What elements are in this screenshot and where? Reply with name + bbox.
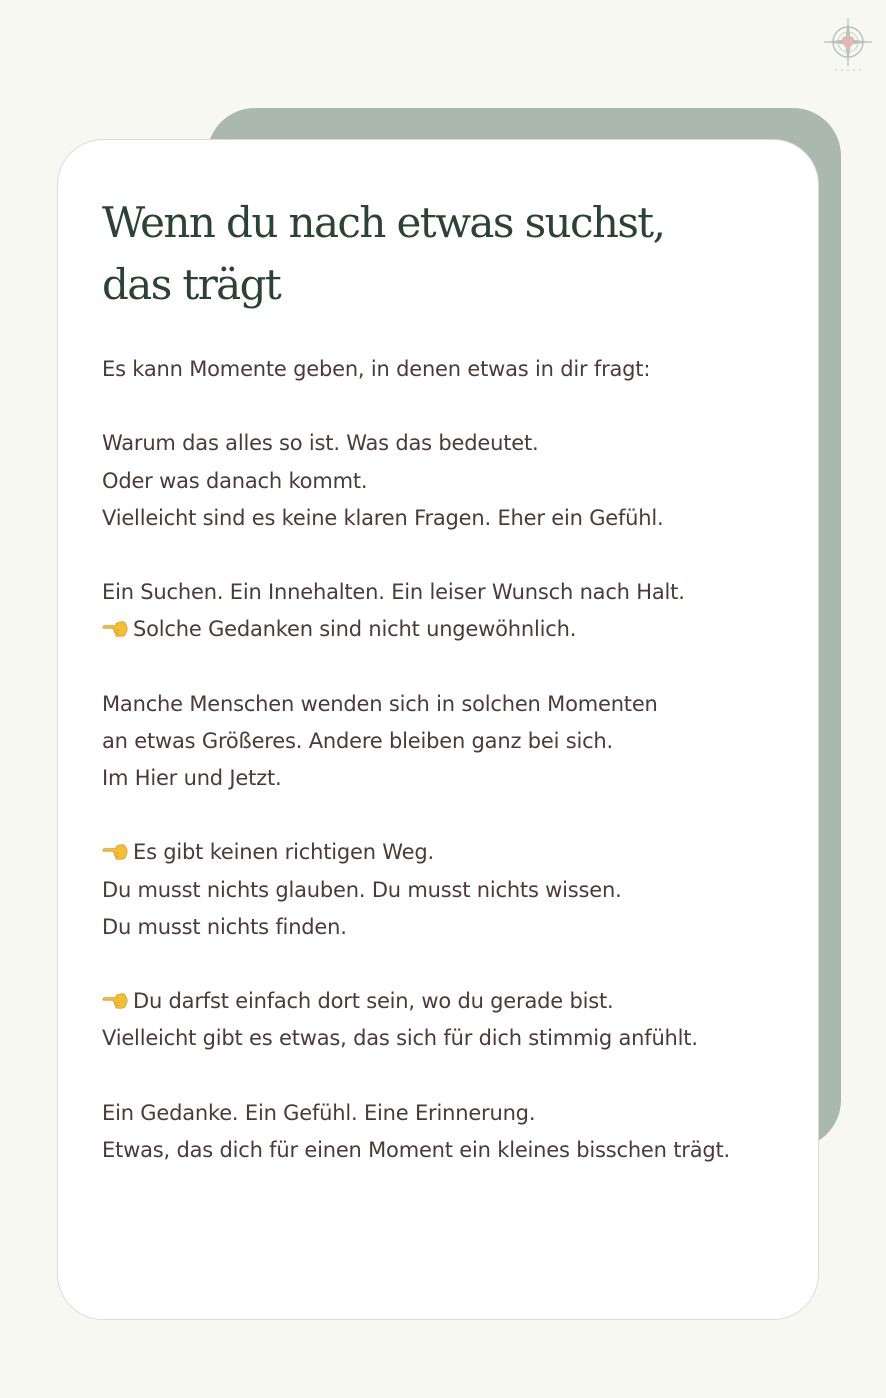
pointing-hand-icon — [102, 840, 133, 864]
text-line — [102, 723, 802, 760]
text-line — [102, 909, 802, 946]
text-line — [102, 574, 802, 611]
title-line-1: Wenn du nach etwas suchst, — [102, 198, 665, 247]
text-line — [102, 463, 802, 500]
page-title — [102, 192, 782, 316]
text-line — [102, 1020, 802, 1057]
paragraph-gap — [102, 649, 802, 686]
text-line — [102, 1132, 802, 1169]
text-line — [102, 500, 802, 537]
body-text — [102, 351, 802, 1169]
paragraph-gap — [102, 797, 802, 834]
text-line-content: Vielleicht sind es keine klaren Fragen. Eher ein Gefühl. — [102, 505, 664, 530]
paragraph-gap — [102, 1058, 802, 1095]
text-line-content: Du musst nichts finden. — [102, 914, 347, 939]
text-line — [102, 983, 802, 1020]
paragraph-gap — [102, 388, 802, 425]
text-line — [102, 611, 802, 648]
text-line — [102, 1095, 802, 1132]
text-line-content: Etwas, das dich für einen Moment ein kleines bisschen trägt. — [102, 1137, 731, 1162]
compass-heart-icon — [822, 16, 874, 72]
text-line — [102, 686, 802, 723]
text-line — [102, 760, 802, 797]
text-line-content: Manche Menschen wenden sich in solchen Momenten — [102, 691, 658, 716]
text-line — [102, 425, 802, 462]
text-line-content: Vielleicht gibt es etwas, das sich für dich stimmig anfühlt. — [102, 1026, 698, 1051]
text-line — [102, 834, 802, 871]
text-line-content: Warum das alles so ist. Was das bedeutet. — [102, 431, 539, 456]
text-line-content: Du darfst einfach dort sein, wo du gerade bist. — [133, 989, 614, 1014]
text-line — [102, 351, 802, 388]
text-line-content: Ein Gedanke. Ein Gefühl. Eine Erinnerung. — [102, 1100, 536, 1125]
text-line-content: Du musst nichts glauben. Du musst nichts wissen. — [102, 877, 622, 902]
text-line-content: Solche Gedanken sind nicht ungewöhnlich. — [133, 617, 577, 642]
text-line-content: Ein Suchen. Ein Innehalten. Ein leiser Wunsch nach Halt. — [102, 580, 685, 605]
pointing-hand-icon — [102, 989, 133, 1013]
paragraph-gap — [102, 946, 802, 983]
text-line-content: an etwas Größeres. Andere bleiben ganz bei sich. — [102, 728, 614, 753]
title-line-2: das trägt — [102, 260, 281, 309]
text-line-content: Im Hier und Jetzt. — [102, 766, 282, 791]
paragraph-gap — [102, 537, 802, 574]
text-line-content: Oder was danach kommt. — [102, 468, 368, 493]
text-line — [102, 872, 802, 909]
pointing-hand-icon — [102, 617, 133, 641]
text-line-content: Es kann Momente geben, in denen etwas in dir fragt: — [102, 357, 651, 381]
text-line-content: Es gibt keinen richtigen Weg. — [133, 840, 434, 865]
